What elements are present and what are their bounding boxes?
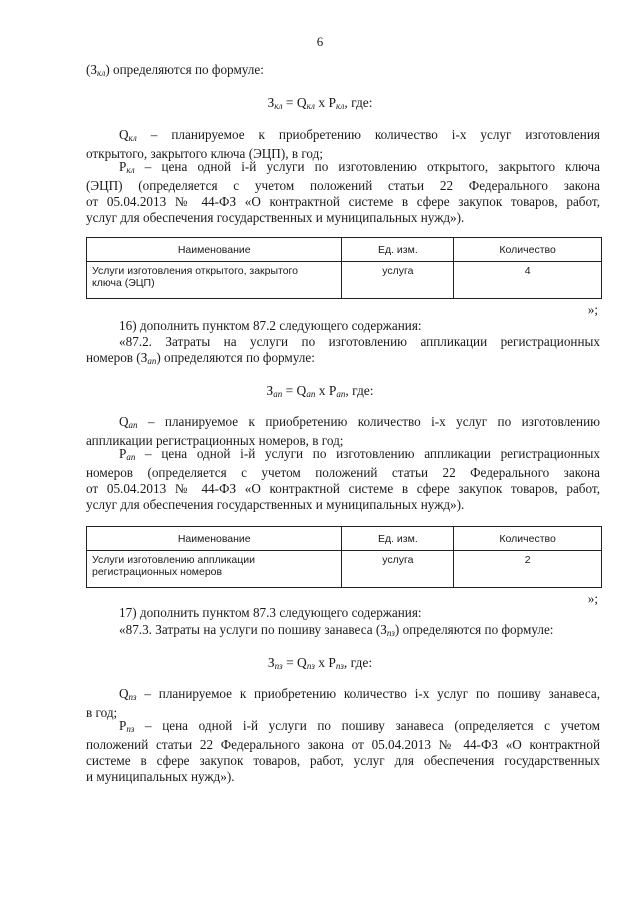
text: , где: <box>343 655 373 670</box>
paragraph-87-3 <box>119 622 553 641</box>
text: , где: <box>344 95 373 110</box>
text: З <box>267 655 275 670</box>
formula-kl <box>0 95 640 111</box>
subscript: кл <box>128 133 137 143</box>
line: (ЭЦП) (определяется с учетом положений статьи 22 Федерального закона <box>86 178 600 193</box>
text: – планируемое к приобретению количество i-х услуг по изготовлению <box>137 414 601 429</box>
text: регистрационных номеров <box>92 566 223 578</box>
text: – цена одной i-й услуги по изготовлению аппликации регистрационных <box>135 446 600 461</box>
line <box>86 159 600 178</box>
cell-qty: 2 <box>454 551 602 588</box>
subscript: кл <box>126 165 135 175</box>
line: и муниципальных нужд»). <box>86 769 235 784</box>
text: P <box>119 159 127 174</box>
line <box>86 446 600 465</box>
intro-line <box>86 62 264 81</box>
line: услуг для обеспечения государственных и муниципальных нужд»). <box>86 497 465 512</box>
text: – цена одной i-й услуги по изготовлению открытого, закрытого ключа <box>134 159 600 174</box>
text: – планируемое к приобретению количество i-х услуг по пошиву занавеса, <box>136 686 600 701</box>
subscript: ап <box>128 420 138 430</box>
text: P <box>119 718 127 733</box>
line: от 05.04.2013 № 44-ФЗ «О контрактной системе в сфере закупок товаров, работ, <box>86 481 600 496</box>
text: номеров (З <box>86 350 148 365</box>
paragraph-87-2 <box>86 334 600 369</box>
table-ap <box>86 526 602 588</box>
definition-p-pz <box>86 718 600 785</box>
text: Услуги изготовлению аппликации <box>92 554 255 566</box>
closing-quote: »; <box>587 591 598 606</box>
text: Q <box>119 686 129 701</box>
formula-pz <box>0 655 640 671</box>
definition-p-ap <box>86 446 600 513</box>
text: ) определяются по формуле: <box>105 62 264 77</box>
line <box>86 686 600 705</box>
text: ключа (ЭЦП) <box>92 277 155 289</box>
header-unit: Ед. изм. <box>342 238 454 262</box>
table-header-row <box>87 527 602 551</box>
line: «87.2. Затраты на услуги по изготовлению аппликации регистрационных <box>119 334 600 349</box>
text: = Q <box>282 95 307 110</box>
text: = Q <box>282 383 307 398</box>
subscript: кл <box>274 101 283 111</box>
cell-qty: 4 <box>454 262 602 299</box>
text: (З <box>86 62 97 77</box>
table-row <box>87 262 602 299</box>
definition-q-kl <box>86 127 600 162</box>
header-qty: Количество <box>454 527 602 551</box>
line: номеров (определяется с учетом положений статьи 22 Федерального закона <box>86 465 600 480</box>
text: P <box>119 446 127 461</box>
table-header-row <box>87 238 602 262</box>
line <box>86 127 600 146</box>
definition-q-ap <box>86 414 600 449</box>
definition-p-kl <box>86 159 600 226</box>
cell-unit: услуга <box>342 262 454 299</box>
line: системе в сфере закупок товаров, работ, услуг для обеспечения государственных <box>86 753 600 768</box>
text: З <box>267 95 275 110</box>
line: в год; <box>86 705 118 720</box>
cell-name <box>87 551 342 588</box>
subscript: кл <box>306 101 315 111</box>
text: ) определяются по формуле: <box>156 350 315 365</box>
definition-q-pz <box>86 686 600 721</box>
header-name: Наименование <box>87 238 342 262</box>
table-kl <box>86 237 602 299</box>
subscript: пз <box>306 661 315 671</box>
text: ) определяются по формуле: <box>394 622 554 637</box>
text: – цена одной i-й услуги по пошиву занавеса (определяется с учетом <box>134 718 600 733</box>
cell-name <box>87 262 342 299</box>
text: «87.3. Затраты на услуги по пошиву занавеса (З <box>119 622 387 637</box>
text: З <box>266 383 274 398</box>
text: = Q <box>282 655 307 670</box>
subscript: ап <box>273 389 283 399</box>
text: – планируемое к приобретению количество i-х услуг изготовления <box>136 127 600 142</box>
line: услуг для обеспечения государственных и муниципальных нужд»). <box>86 210 465 225</box>
line: открытого, закрытого ключа (ЭЦП), в год; <box>86 146 324 161</box>
text: Q <box>119 127 129 142</box>
line: от 05.04.2013 № 44-ФЗ «О контрактной системе в сфере закупок товаров, работ, <box>86 194 600 209</box>
subscript: ап <box>336 389 346 399</box>
text: Q <box>119 414 129 429</box>
subscript: ап <box>126 452 136 462</box>
line: положений статьи 22 Федерального закона от 05.04.2013 № 44-ФЗ «О контрактной <box>86 737 600 752</box>
closing-quote: »; <box>587 302 598 317</box>
line <box>86 414 600 433</box>
cell-unit: услуга <box>342 551 454 588</box>
subscript: пз <box>274 661 283 671</box>
header-unit: Ед. изм. <box>342 527 454 551</box>
subscript: ап <box>147 356 157 366</box>
item-17: 17) дополнить пунктом 87.3 следующего содержания: <box>119 605 422 620</box>
subscript: кл <box>97 68 106 78</box>
subscript: пз <box>335 661 344 671</box>
text: , где: <box>345 383 374 398</box>
formula-ap <box>0 383 640 399</box>
item-16: 16) дополнить пунктом 87.2 следующего содержания: <box>119 318 422 333</box>
line: аппликации регистрационных номеров, в год; <box>86 433 344 448</box>
subscript: кл <box>336 101 345 111</box>
subscript: ап <box>306 389 316 399</box>
text: х P <box>314 655 336 670</box>
header-qty: Количество <box>454 238 602 262</box>
table-row <box>87 551 602 588</box>
subscript: пз <box>126 724 135 734</box>
subscript: пз <box>386 628 395 638</box>
text: х P <box>314 95 336 110</box>
header-name: Наименование <box>87 527 342 551</box>
line <box>86 718 600 737</box>
subscript: пз <box>128 692 137 702</box>
page-number: 6 <box>316 34 324 49</box>
line <box>86 350 600 369</box>
text: х P <box>315 383 337 398</box>
text: Услуги изготовления открытого, закрытого <box>92 265 299 277</box>
